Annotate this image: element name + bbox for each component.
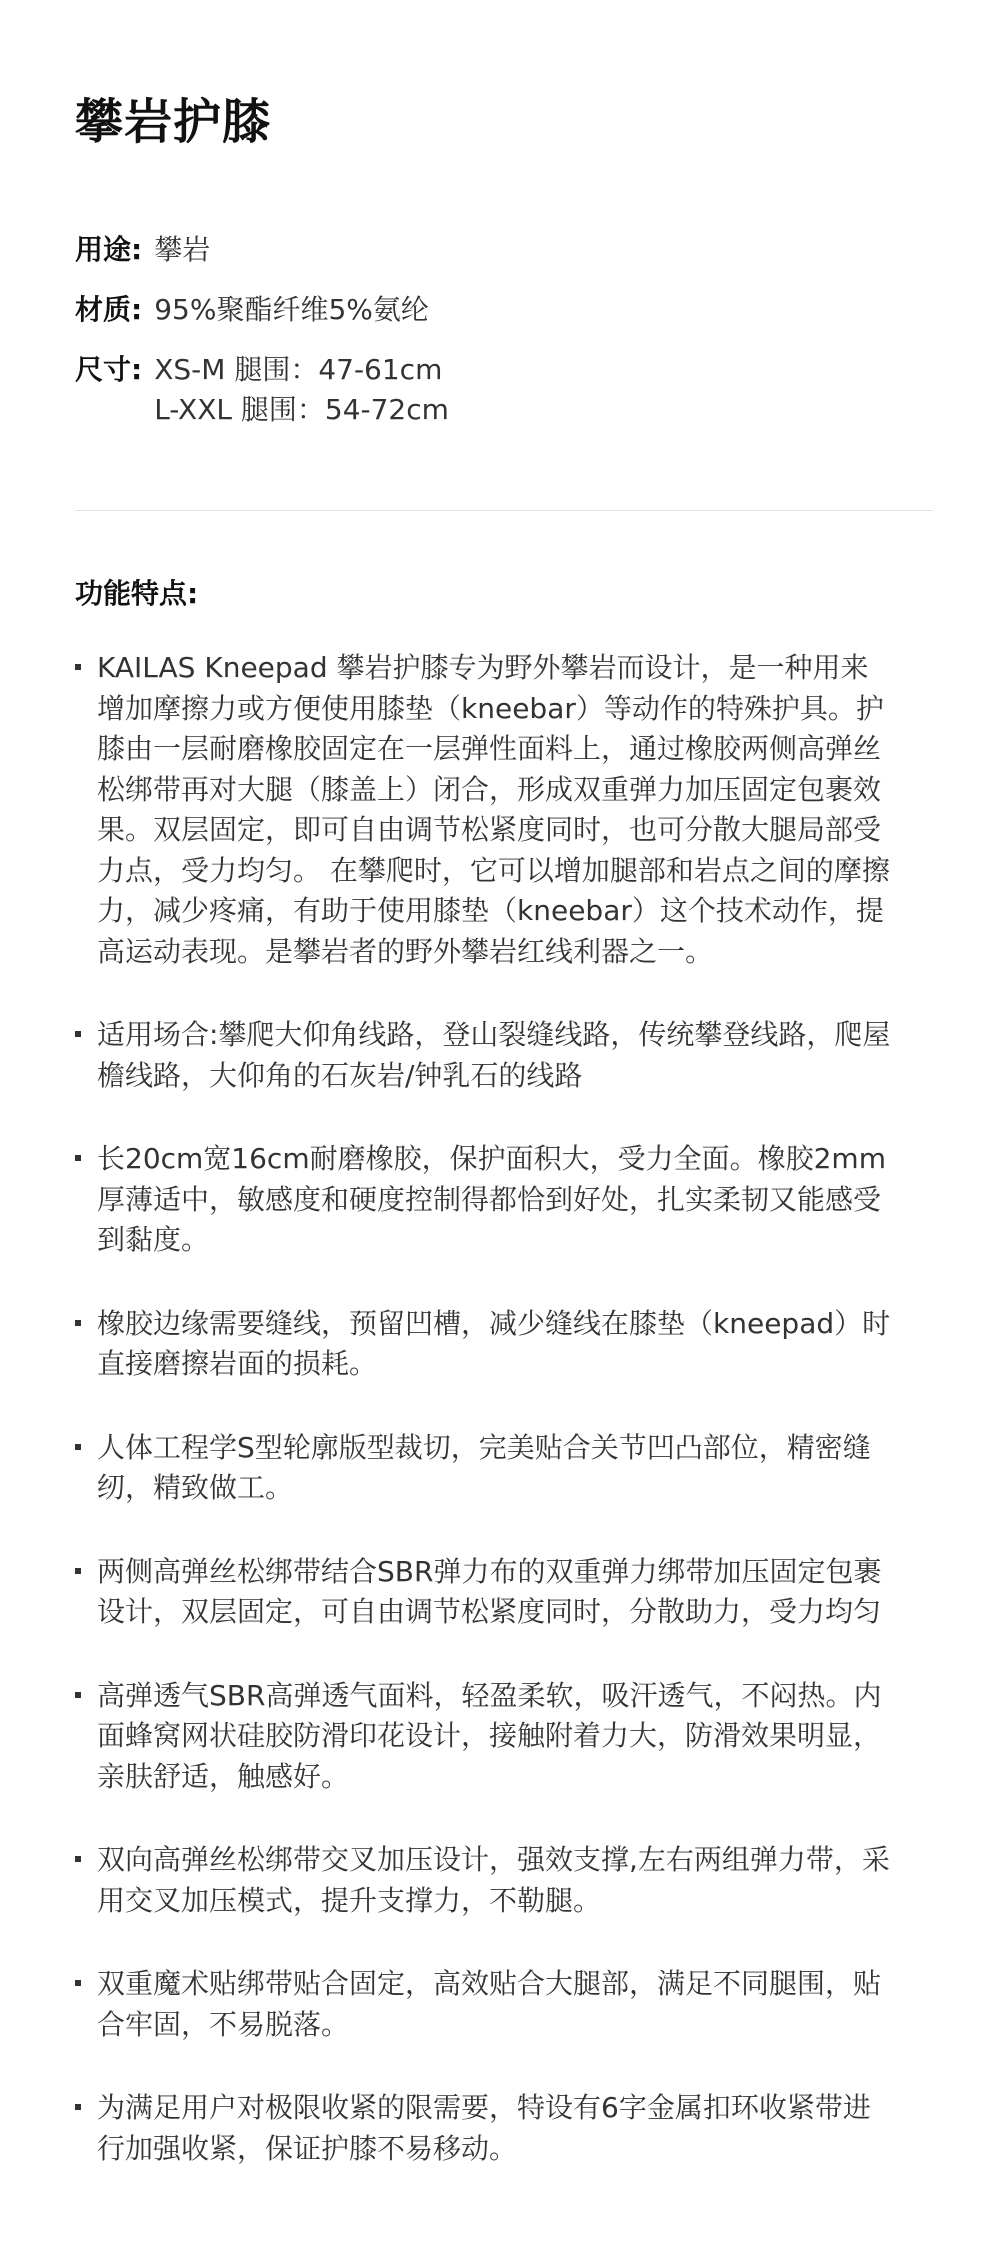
spec-usage-row [75, 230, 925, 270]
list-item [75, 1428, 895, 1509]
spec-section [75, 230, 925, 430]
feature-text: 两侧高弹丝松绑带结合SBR弹力布的双重弹力绑带加压固定包裹设计，双层固定，可自由调节松紧度同时，分散助力，受力均匀 [97, 1554, 882, 1628]
list-item [75, 1676, 895, 1798]
feature-list [75, 648, 895, 2212]
bullet-icon [75, 1568, 81, 1574]
list-item [75, 1840, 895, 1921]
feature-text: 双向高弹丝松绑带交叉加压设计，强效支撑,左右两组弹力带，采用交叉加压模式，提升支撑力，不勒腿。 [97, 1843, 890, 1917]
feature-text: 双重魔术贴绑带贴合固定，高效贴合大腿部，满足不同腿围，贴合牢固，不易脱落。 [97, 1967, 882, 2041]
bullet-icon [75, 1692, 81, 1698]
list-item [75, 648, 895, 972]
material-label: 材质: [75, 293, 143, 326]
feature-text: 人体工程学S型轮廓版型裁切，完美贴合关节凹凸部位，精密缝纫，精致做工。 [97, 1430, 871, 1504]
spec-size-row [75, 350, 925, 430]
usage-value: 攀岩 [154, 233, 211, 266]
page-title: 攀岩护膝 [75, 94, 272, 150]
bullet-icon [75, 2104, 81, 2110]
feature-text: 长20cm宽16cm耐磨橡胶，保护面积大，受力全面。橡胶2mm厚薄适中，敏感度和硬度控制得都恰到好处，扎实柔韧又能感受到黏度。 [97, 1142, 886, 1256]
size-values [154, 350, 449, 430]
bullet-icon [75, 1320, 81, 1326]
list-item [75, 1015, 895, 1096]
bullet-icon [75, 664, 81, 670]
size-value-large: L-XXL 腿围：54-72cm [154, 393, 449, 426]
bullet-icon [75, 1155, 81, 1161]
bullet-icon [75, 1444, 81, 1450]
spec-material-row [75, 290, 925, 330]
material-value: 95%聚酯纤维5%氨纶 [154, 293, 429, 326]
list-item [75, 1139, 895, 1261]
feature-text: 适用场合:攀爬大仰角线路，登山裂缝线路，传统攀登线路，爬屋檐线路，大仰角的石灰岩/钟乳石的线路 [97, 1018, 891, 1092]
bullet-icon [75, 1980, 81, 1986]
bullet-icon [75, 1031, 81, 1037]
list-item [75, 1552, 895, 1633]
features-heading: 功能特点: [75, 577, 199, 610]
section-divider [75, 510, 933, 511]
feature-text: 为满足用户对极限收紧的限需要，特设有6字金属扣环收紧带进行加强收紧，保证护膝不易移动。 [97, 2091, 871, 2165]
size-label: 尺寸: [75, 353, 143, 386]
list-item [75, 1964, 895, 2045]
size-value-small: XS-M 腿围：47-61cm [154, 353, 443, 386]
feature-text: 橡胶边缘需要缝线，预留凹槽，减少缝线在膝垫（kneepad）时直接磨擦岩面的损耗。 [97, 1306, 891, 1380]
usage-label: 用途: [75, 233, 143, 266]
feature-text: KAILAS Kneepad 攀岩护膝专为野外攀岩而设计，是一种用来增加摩擦力或方便使用膝垫（kneebar）等动作的特殊护具。护膝由一层耐磨橡胶固定在一层弹性面料上，通过橡胶两侧高弹丝松绑带再对大腿（膝盖上）闭合，形成双重弹力加压固定包裹效果。双层固定，即可自由调节松紧度同时，也可分散大腿局部受力点，受力均匀。 在攀爬时，它可以增加腿部和岩点之间的摩擦力，减少疼痛，有助于使用膝垫（kneebar）这个技术动作，提高运动表现。是攀岩者的野外攀岩红线利器之一。 [97, 651, 890, 968]
feature-text: 高弹透气SBR高弹透气面料，轻盈柔软，吸汗透气，不闷热。内面蜂窝网状硅胶防滑印花设计，接触附着力大，防滑效果明显，亲肤舒适，触感好。 [97, 1678, 882, 1793]
list-item [75, 2088, 895, 2169]
list-item [75, 1304, 895, 1385]
bullet-icon [75, 1856, 81, 1862]
